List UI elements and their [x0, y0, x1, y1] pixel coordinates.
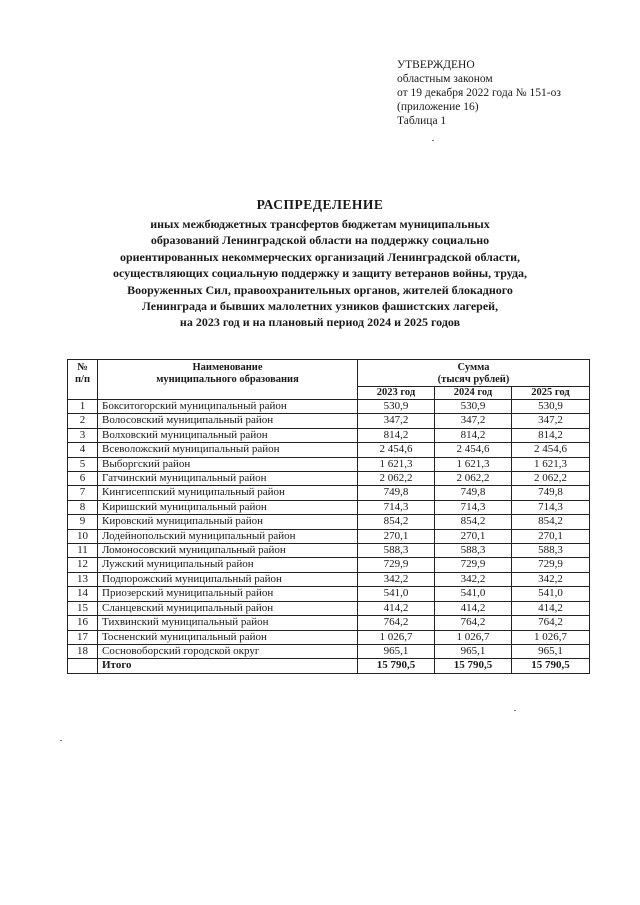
row-value-2025: 814,2 — [512, 428, 590, 442]
row-number: 10 — [68, 529, 98, 543]
row-value-2024: 2 062,2 — [435, 472, 512, 486]
row-value-2025: 729,9 — [512, 558, 590, 572]
row-value-2024: 588,3 — [435, 544, 512, 558]
heading-line: иных межбюджетных трансфертов бюджетам муниципальных — [150, 217, 490, 231]
row-municipality-name: Всеволожский муниципальный район — [98, 443, 358, 457]
row-municipality-name: Кингисеппский муниципальный район — [98, 486, 358, 500]
row-value-2023: 764,2 — [358, 616, 435, 630]
row-value-2025: 347,2 — [512, 414, 590, 428]
row-value-2025: 1 026,7 — [512, 630, 590, 644]
total-2024: 15 790,5 — [435, 659, 512, 673]
total-label: Итого — [98, 659, 358, 673]
row-value-2024: 714,3 — [435, 500, 512, 514]
row-value-2023: 729,9 — [358, 558, 435, 572]
document-heading — [60, 197, 580, 331]
row-municipality-name: Лужский муниципальный район — [98, 558, 358, 572]
row-number: 11 — [68, 544, 98, 558]
row-value-2023: 414,2 — [358, 601, 435, 615]
row-municipality-name: Гатчинский муниципальный район — [98, 472, 358, 486]
row-municipality-name: Сланцевский муниципальный район — [98, 601, 358, 615]
row-value-2023: 347,2 — [358, 414, 435, 428]
table-row — [68, 500, 590, 514]
row-value-2023: 541,0 — [358, 587, 435, 601]
approval-line: областным законом — [397, 73, 493, 85]
row-value-2024: 764,2 — [435, 616, 512, 630]
row-value-2025: 1 621,3 — [512, 457, 590, 471]
table-row — [68, 428, 590, 442]
document-title: РАСПРЕДЕЛЕНИЕ — [256, 197, 384, 212]
distribution-table — [67, 359, 590, 674]
heading-line: осуществляющих социальную поддержку и защиту ветеранов войны, труда, — [112, 266, 528, 281]
row-number: 5 — [68, 457, 98, 471]
row-municipality-name: Тихвинский муниципальный район — [98, 616, 358, 630]
row-number: 18 — [68, 644, 98, 658]
scan-speck — [60, 740, 62, 741]
row-value-2025: 342,2 — [512, 572, 590, 586]
table-row — [68, 414, 590, 428]
row-municipality-name: Лодейнопольский муниципальный район — [98, 529, 358, 543]
table-body — [68, 400, 590, 659]
row-municipality-name: Волховский муниципальный район — [98, 428, 358, 442]
row-value-2024: 530,9 — [435, 400, 512, 414]
row-number: 6 — [68, 472, 98, 486]
row-value-2024: 729,9 — [435, 558, 512, 572]
row-municipality-name: Сосновоборский городской округ — [98, 644, 358, 658]
row-number: 8 — [68, 500, 98, 514]
row-value-2025: 2 454,6 — [512, 443, 590, 457]
row-municipality-name: Волосовский муниципальный район — [98, 414, 358, 428]
row-value-2023: 588,3 — [358, 544, 435, 558]
row-value-2023: 714,3 — [358, 500, 435, 514]
approval-line: УТВЕРЖДЕНО — [397, 59, 475, 71]
row-value-2024: 749,8 — [435, 486, 512, 500]
table-row — [68, 515, 590, 529]
heading-line: Вооруженных Сил, правоохранительных органов, жителей блокадного — [127, 282, 513, 297]
row-number: 16 — [68, 616, 98, 630]
row-value-2024: 854,2 — [435, 515, 512, 529]
header-number: № п/п — [68, 360, 98, 400]
row-municipality-name: Подпорожский муниципальный район — [98, 572, 358, 586]
table-row — [68, 572, 590, 586]
header-year-2023: 2023 год — [358, 387, 435, 400]
row-value-2023: 2 454,6 — [358, 443, 435, 457]
table-row — [68, 529, 590, 543]
row-value-2024: 342,2 — [435, 572, 512, 586]
row-number: 17 — [68, 630, 98, 644]
approval-line: Таблица 1 — [397, 115, 447, 127]
row-number: 15 — [68, 601, 98, 615]
row-value-2023: 1 621,3 — [358, 457, 435, 471]
row-value-2025: 764,2 — [512, 616, 590, 630]
approval-stamp — [397, 58, 561, 128]
row-value-2024: 965,1 — [435, 644, 512, 658]
row-value-2023: 965,1 — [358, 644, 435, 658]
table-row — [68, 644, 590, 658]
row-value-2025: 2 062,2 — [512, 472, 590, 486]
table-total-row — [68, 659, 590, 673]
row-number: 13 — [68, 572, 98, 586]
table-row — [68, 630, 590, 644]
row-value-2025: 588,3 — [512, 544, 590, 558]
row-value-2023: 749,8 — [358, 486, 435, 500]
row-number: 3 — [68, 428, 98, 442]
approval-line: (приложение 16) — [397, 101, 479, 113]
row-value-2025: 270,1 — [512, 529, 590, 543]
row-value-2023: 854,2 — [358, 515, 435, 529]
row-value-2024: 1 621,3 — [435, 457, 512, 471]
row-municipality-name: Приозерский муниципальный район — [98, 587, 358, 601]
row-value-2025: 541,0 — [512, 587, 590, 601]
header-name: Наименование муниципального образования — [98, 360, 358, 400]
row-municipality-name: Киришский муниципальный район — [98, 500, 358, 514]
row-municipality-name: Кировский муниципальный район — [98, 515, 358, 529]
table-row — [68, 457, 590, 471]
row-value-2024: 414,2 — [435, 601, 512, 615]
row-value-2023: 270,1 — [358, 529, 435, 543]
heading-line: Ленинграда и бывших малолетних узников фашистских лагерей, — [141, 299, 499, 314]
row-value-2024: 1 026,7 — [435, 630, 512, 644]
row-value-2024: 2 454,6 — [435, 443, 512, 457]
row-municipality-name: Ломоносовский муниципальный район — [98, 544, 358, 558]
table-row — [68, 587, 590, 601]
header-year-2025: 2025 год — [512, 387, 590, 400]
scan-speck — [432, 140, 434, 141]
table-row — [68, 544, 590, 558]
row-value-2025: 854,2 — [512, 515, 590, 529]
heading-line: образований Ленинградской области на поддержку социально — [150, 233, 490, 248]
total-number-cell — [68, 659, 98, 673]
row-value-2024: 347,2 — [435, 414, 512, 428]
heading-line: на 2023 год и на плановый период 2024 и 2025 годов — [179, 315, 461, 330]
row-number: 14 — [68, 587, 98, 601]
row-value-2025: 965,1 — [512, 644, 590, 658]
row-value-2025: 714,3 — [512, 500, 590, 514]
row-value-2023: 1 026,7 — [358, 630, 435, 644]
row-value-2023: 530,9 — [358, 400, 435, 414]
table-row — [68, 486, 590, 500]
row-municipality-name: Выборгский район — [98, 457, 358, 471]
header-sum: Сумма (тысяч рублей) — [358, 360, 590, 387]
row-municipality-name: Тосненский муниципальный район — [98, 630, 358, 644]
scan-speck — [514, 710, 516, 711]
table-row — [68, 601, 590, 615]
table-row — [68, 616, 590, 630]
total-2023: 15 790,5 — [358, 659, 435, 673]
row-value-2025: 749,8 — [512, 486, 590, 500]
row-number: 2 — [68, 414, 98, 428]
row-value-2025: 414,2 — [512, 601, 590, 615]
row-value-2023: 2 062,2 — [358, 472, 435, 486]
header-year-2024: 2024 год — [435, 387, 512, 400]
approval-line: от 19 декабря 2022 года № 151-оз — [397, 87, 561, 99]
row-number: 1 — [68, 400, 98, 414]
table-row — [68, 443, 590, 457]
row-number: 12 — [68, 558, 98, 572]
row-value-2023: 814,2 — [358, 428, 435, 442]
row-value-2024: 541,0 — [435, 587, 512, 601]
row-value-2025: 530,9 — [512, 400, 590, 414]
row-value-2023: 342,2 — [358, 572, 435, 586]
row-number: 4 — [68, 443, 98, 457]
table-row — [68, 558, 590, 572]
row-number: 9 — [68, 515, 98, 529]
row-number: 7 — [68, 486, 98, 500]
heading-line: ориентированных некоммерческих организаций Ленинградской области, — [119, 249, 521, 264]
total-2025: 15 790,5 — [512, 659, 590, 673]
table-row — [68, 472, 590, 486]
table-row — [68, 400, 590, 414]
row-value-2024: 814,2 — [435, 428, 512, 442]
row-value-2024: 270,1 — [435, 529, 512, 543]
row-municipality-name: Бокситогорский муниципальный район — [98, 400, 358, 414]
